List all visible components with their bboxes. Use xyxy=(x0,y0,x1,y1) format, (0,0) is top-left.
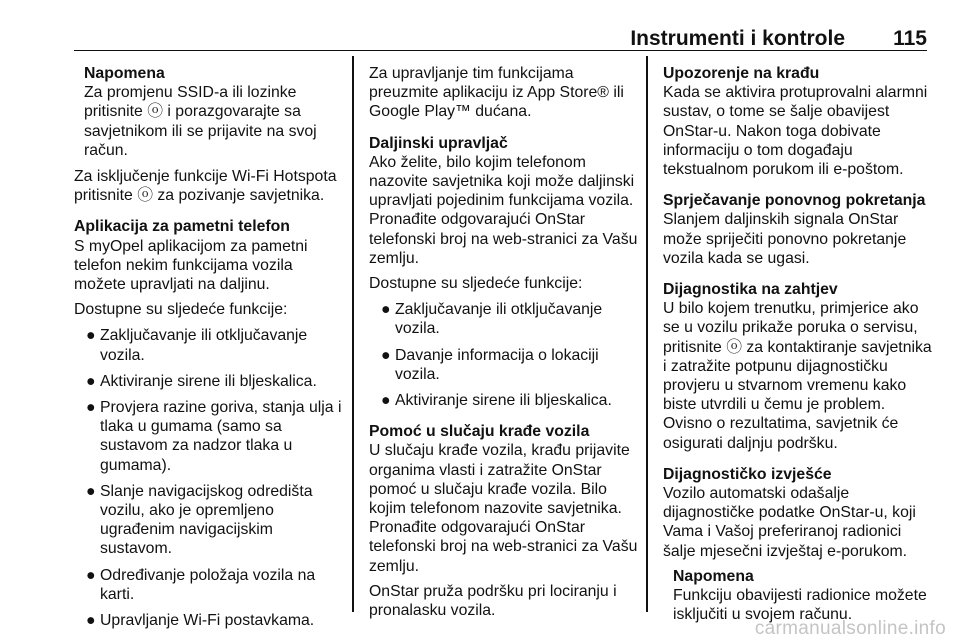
column-left xyxy=(74,64,346,630)
list-item: ● Davanje informacija o lokaciji vozila. xyxy=(381,346,599,383)
paragraph: Slanjem daljinskih signala OnStar može spriječiti ponovno pokretanje vozila kada se ugasi. xyxy=(663,211,907,267)
paragraph: Za upravljanje tim funkcijama preuzmite aplikaciju iz App Store® ili Google Play™ dućana. xyxy=(369,65,624,121)
note-title: Napomena xyxy=(673,567,754,585)
column-divider xyxy=(646,56,648,612)
column-middle xyxy=(369,64,641,620)
page-number: 115 xyxy=(893,27,927,50)
page-header xyxy=(74,22,927,51)
list-item: ● Zaključavanje ili otključavanje vozila. xyxy=(86,327,308,364)
paragraph: S myOpel aplikacijom za pametni telefon nekim funkcijama vozila možete upravljati na daljinu. xyxy=(74,237,308,294)
paragraph: Dostupne su sljedeće funkcije: xyxy=(74,301,288,319)
bullet-icon: ● xyxy=(86,399,96,417)
bullet-icon: ● xyxy=(381,301,391,319)
section-heading: Aplikacija za pametni telefon xyxy=(74,218,290,236)
list-item: ● Aktiviranje sirene ili bljeskalica. xyxy=(381,392,612,410)
bullet-icon: ● xyxy=(86,327,96,345)
section-heading: Dijagnostika na zahtjev xyxy=(663,281,838,299)
feature-list xyxy=(369,300,641,410)
bullet-icon: ● xyxy=(86,372,96,390)
list-item: ● Upravljanje Wi-Fi postavkama. xyxy=(86,612,315,630)
section-heading: Sprječavanje ponovnog pokretanja xyxy=(663,192,926,210)
column-divider xyxy=(352,56,354,612)
note-title: Napomena xyxy=(84,65,165,82)
paragraph: Za isključenje funkcije Wi-Fi Hotspota pritisnite ⓞ za pozivanje savjetnika. xyxy=(74,168,337,205)
paragraph: Ako želite, bilo kojim telefonom nazovite savjetnika koji može daljinski upravljati pojedinim funkcijama vozila. Pronađite odgovarajući OnStar telefonski broj na web-stranici za Vašu zemlju. xyxy=(369,153,638,267)
feature-list xyxy=(74,326,346,630)
list-item: ● Slanje navigacijskog odredišta vozilu, ako je opremljeno ugrađenim navigacijskim sustavom. xyxy=(86,482,313,558)
note-text: Za promjenu SSID-a ili lozinke pritisnite ⓞ i porazgovarajte sa savjetnikom ili se prijavite na svoj račun. xyxy=(84,84,317,159)
list-item: ● Aktiviranje sirene ili bljeskalica. xyxy=(86,372,317,390)
paragraph: U slučaju krađe vozila, krađu prijavite organima vlasti i zatražite OnStar pomoć u slučaju krađe vozila. Bilo kojim telefonom nazovite savjetnika. Pronađite odgovarajući OnStar telefonski broj na web-stranici za Vašu zemlju. xyxy=(369,442,638,575)
note-text: Funkciju obavijesti radionice možete isključiti u svojem računu. xyxy=(673,587,927,624)
column-right xyxy=(663,64,933,631)
section-heading: Pomoć u slučaju krađe vozila xyxy=(369,423,590,441)
bullet-icon: ● xyxy=(86,566,96,584)
list-item: ● Provjera razine goriva, stanja ulja i tlaka u gumama (samo sa sustavom za nadzor tlaka u gumama). xyxy=(86,399,342,474)
paragraph: OnStar pruža podršku pri lociranju i pronalasku vozila. xyxy=(369,582,617,620)
note-box xyxy=(673,567,933,625)
list-item: ● Zaključavanje ili otključavanje vozila. xyxy=(381,301,603,338)
note-box xyxy=(84,64,346,160)
bullet-icon: ● xyxy=(86,482,96,500)
bullet-icon: ● xyxy=(86,612,96,630)
list-item: ● Određivanje položaja vozila na karti. xyxy=(86,566,316,603)
paragraph: U bilo kojem trenutku, primjerice ako se u vozilu prikaže poruka o servisu, pritisnite ⓞ za kontaktiranje savjetnika i zatražite potpunu dijagnostičku provjeru u stvarnom vremenu kako biste utvrdili u čemu je problem. Ovisno o rezultatima, savjetnik će osigurati daljnju podršku. xyxy=(663,300,932,452)
section-heading: Upozorenje na krađu xyxy=(663,65,820,82)
watermark: carmanualsonline.info xyxy=(754,618,946,639)
bullet-icon: ● xyxy=(381,392,391,410)
chapter-title: Instrumenti i kontrole xyxy=(630,27,845,50)
paragraph: Kada se aktivira protuprovalni alarmni sustav, o tome se šalje obavijest OnStar-u. Nakon toga dobivate informaciju o tom događaju tekstualnom porukom ili e-poštom. xyxy=(663,84,928,179)
bullet-icon: ● xyxy=(381,346,391,364)
paragraph: Vozilo automatski odašalje dijagnostičke podatke OnStar-u, koji Vama i Vašoj preferiranoj radionici šalje mjesečni izvještaj e-porukom. xyxy=(663,485,916,560)
section-heading: Daljinski upravljač xyxy=(369,134,508,152)
section-heading: Dijagnostičko izvješće xyxy=(663,465,832,483)
paragraph: Dostupne su sljedeće funkcije: xyxy=(369,275,583,293)
